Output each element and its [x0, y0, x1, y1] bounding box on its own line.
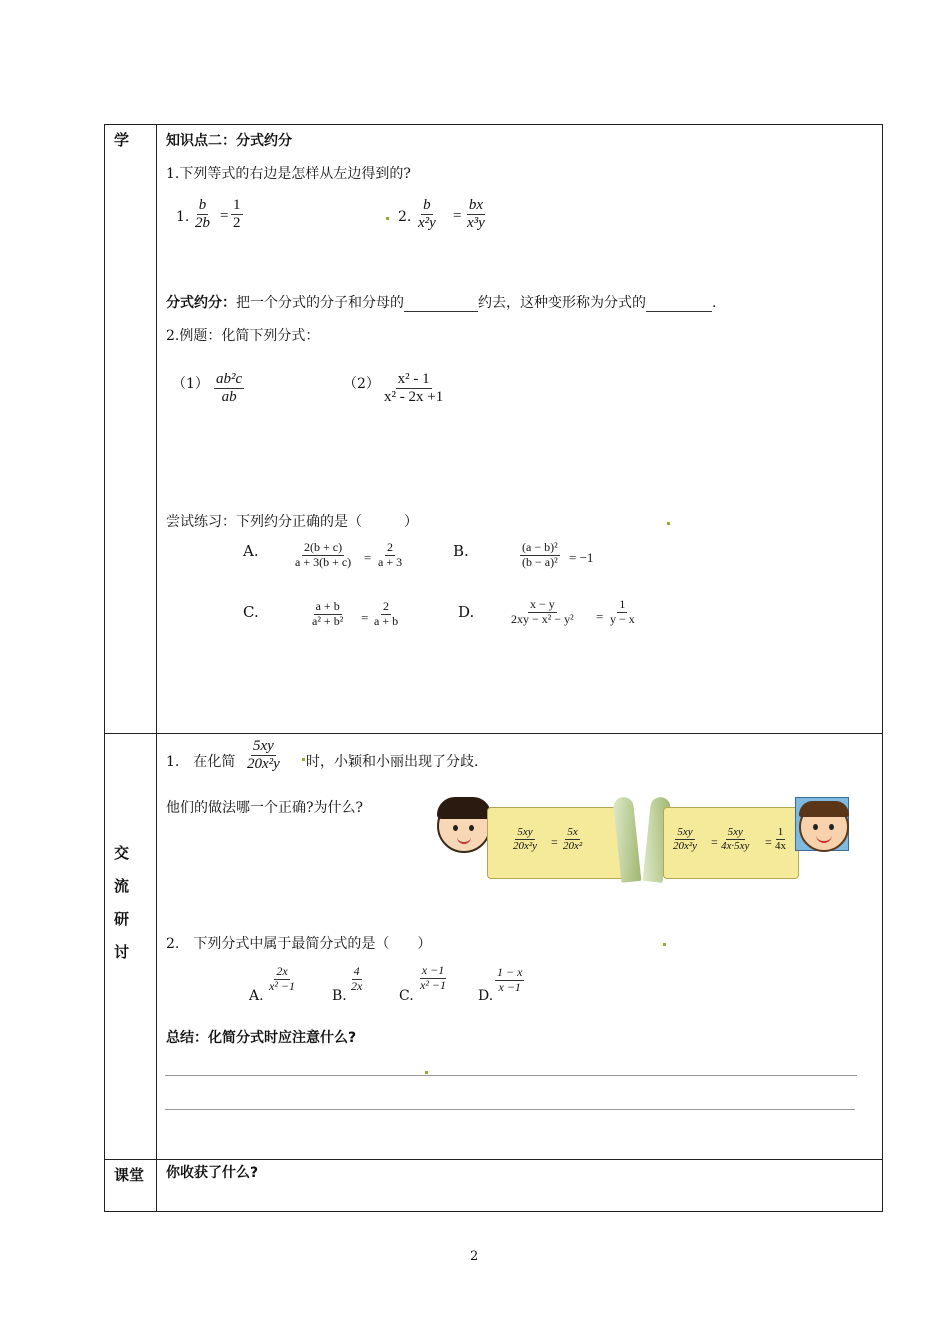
section-label-study: 学 — [114, 131, 130, 149]
choice-d-fraction: $\frac{1 - x}{x -1}$ — [497, 965, 523, 994]
item-2-left-fraction: $\frac{b}{\text{x²y}}$ — [418, 197, 436, 232]
option-d-right: $\frac{1}{y - x}$ — [610, 597, 635, 626]
discuss-question-2: 2. 下列分式中属于最简分式的是（ ） — [166, 936, 432, 952]
option-a-equals: = — [364, 550, 372, 565]
marker-dot — [667, 522, 670, 525]
question-1: 1.下列等式的右边是怎样从左边得到的? — [166, 166, 411, 182]
item-1-number: 1. — [176, 209, 190, 225]
boy-avatar-icon — [795, 797, 849, 851]
boy-work-frac-b: $\frac{5xy}{4x\cdot 5xy}$ — [721, 826, 750, 852]
option-a-right: $\frac{2}{a + 3}$ — [378, 540, 403, 569]
choice-c-label: C. — [399, 988, 414, 1004]
choice-c-fraction: $\frac{x -1}{\text{x² −1}}$ — [420, 963, 447, 992]
marker-dot — [302, 758, 305, 761]
girl-avatar-icon — [437, 799, 491, 853]
item-1-right-fraction: $\frac{1}{2}$ — [233, 197, 241, 232]
girl-work-equals: = — [551, 835, 558, 849]
boy-work-equals-2: = — [765, 835, 772, 849]
example-2-fraction: $\frac{\text{x² - 1}}{\text{x² - 2x +1}}$ — [384, 371, 444, 406]
example-heading: 2.例题：化简下列分式： — [166, 328, 320, 344]
discuss-question-1-suffix: 时，小颖和小丽出现了分歧. — [306, 754, 479, 770]
page-number: 2 — [470, 1249, 479, 1264]
discuss-question-1-fraction: $\frac{5xy}{\text{20x²y}}$ — [247, 738, 280, 773]
option-c-left: $\frac{a + b}{\text{a² + b²}}$ — [312, 599, 344, 628]
section-label-discuss-2: 流 — [114, 877, 130, 895]
choice-b-label: B. — [332, 988, 347, 1004]
section-label-class: 课堂 — [114, 1166, 145, 1184]
table-right-border — [882, 124, 883, 1212]
boy-work-frac-a: $\frac{5xy}{\text{20x²y}}$ — [673, 826, 698, 852]
table-row-divider-2 — [104, 1159, 883, 1160]
option-b-label: B. — [453, 542, 469, 560]
item-1-left-fraction: $\frac{b}{2b}$ — [195, 197, 210, 232]
boy-work-equals-1: = — [711, 835, 718, 849]
discuss-question-1-ask: 他们的做法哪一个正确?为什么? — [166, 800, 364, 816]
summary-question: 总结：化简分式时应注意什么? — [166, 1030, 357, 1046]
practice-question: 尝试练习：下列约分正确的是（ ） — [166, 514, 418, 530]
item-1-equals: = — [220, 208, 229, 224]
item-2-equals: = — [453, 208, 462, 224]
example-1-fraction: $\frac{\text{ab²c}}{ab}$ — [216, 371, 243, 406]
table-left-border — [104, 124, 105, 1212]
example-1-label: （1） — [172, 376, 209, 392]
girl-work-frac-b: $\frac{5x}{\text{20x²}}$ — [563, 826, 583, 852]
option-c-label: C. — [243, 603, 259, 621]
section-label-discuss-1: 交 — [114, 844, 130, 862]
option-b-left: $\frac{\text{(a − b)²}}{\text{(b − a)²}}$ — [522, 540, 558, 569]
definition-label: 分式约分： — [166, 295, 236, 311]
option-b-right: = −1 — [569, 550, 594, 565]
option-d-equals: = — [596, 609, 604, 624]
choice-a-label: A. — [249, 988, 264, 1004]
knowledge-title: 知识点二：分式约分 — [166, 133, 292, 149]
girl-work-frac-a: $\frac{5xy}{\text{20x²y}}$ — [513, 826, 538, 852]
table-top-border — [104, 124, 883, 125]
section-label-discuss-3: 研 — [114, 910, 130, 928]
choice-d-label: D. — [478, 988, 494, 1004]
item-2-right-fraction: $\frac{bx}{\text{x³y}}$ — [467, 197, 485, 232]
option-a-left: $\frac{2(b + c)}{a + 3(b + c)}$ — [295, 540, 352, 569]
marker-dot — [386, 217, 389, 220]
definition-line: 分式约分：把一个分式的分子和分母的 约去，这种变形称为分式的 . — [166, 295, 717, 311]
marker-dot — [425, 1071, 428, 1074]
option-c-right: $\frac{2}{a + b}$ — [374, 599, 399, 628]
marker-dot — [663, 943, 666, 946]
option-d-label: D. — [458, 603, 475, 621]
example-2-label: （2） — [343, 376, 380, 392]
answer-line-2 — [165, 1109, 855, 1110]
answer-line-1 — [165, 1075, 857, 1076]
table-row-divider-1 — [104, 733, 883, 734]
option-a-label: A. — [243, 542, 259, 560]
section-label-discuss-4: 讨 — [114, 943, 130, 961]
classroom-question: 你收获了什么? — [166, 1165, 259, 1181]
option-d-left: $\frac{x - y}{\text{2xy − x² − y²}}$ — [511, 597, 574, 626]
choice-a-fraction: $\frac{2x}{\text{x² −1}}$ — [269, 964, 296, 993]
item-2-number: 2. — [398, 209, 412, 225]
table-column-divider — [156, 124, 157, 1212]
boy-work-frac-c: $\frac{1}{4x}$ — [775, 826, 786, 852]
choice-b-fraction: $\frac{4}{2x}$ — [351, 964, 363, 993]
illustration-girl-boy-scrolls — [437, 795, 851, 885]
discuss-question-1-prefix: 1. 在化简 — [166, 754, 236, 770]
option-c-equals: = — [361, 610, 369, 625]
table-bottom-border — [104, 1211, 883, 1212]
